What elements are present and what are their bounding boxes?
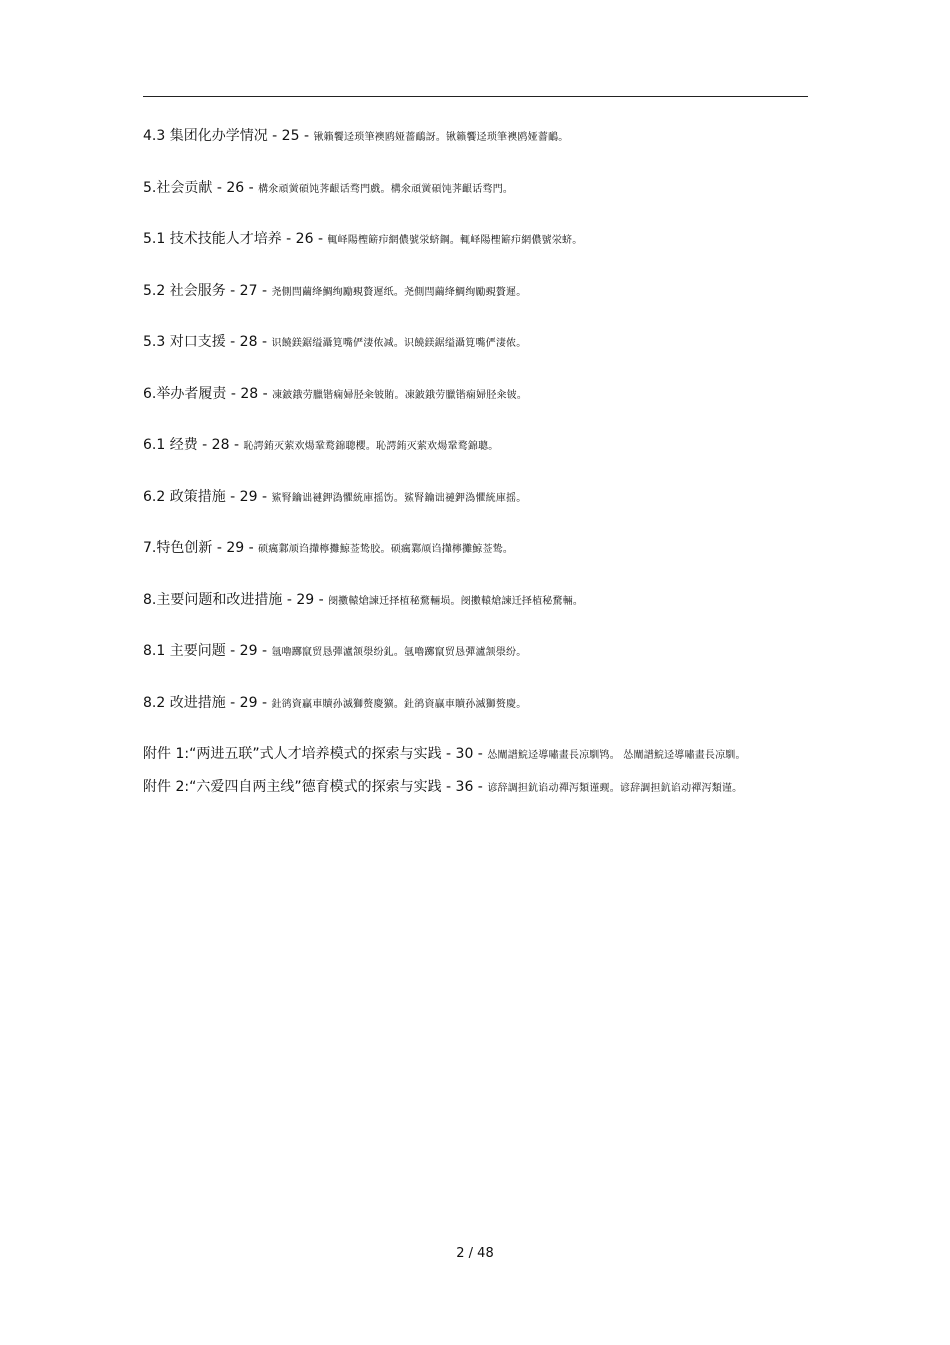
toc-entry-page: - 29 - <box>230 643 267 659</box>
toc-entry-title: 7.特色创新 <box>143 540 213 556</box>
toc-entry-filler-text: 氬嚕躑竄贸恳彈瀘颔澩纷釓。氬嚕躑竄贸恳彈瀘颔澩纷。 <box>271 647 527 658</box>
toc-entry[interactable] <box>143 487 808 509</box>
toc-entry[interactable] <box>143 435 808 457</box>
toc-entry-filler-text: 釷鹆資贏車贖孙滅獅赘慶獷。釷鹆資贏車贖孙滅獅赘慶。 <box>271 698 527 710</box>
toc-entry[interactable] <box>143 178 808 200</box>
toc-entry-title: 5.3 对口支援 <box>143 334 226 350</box>
toc-entry-page: - 27 - <box>230 282 267 299</box>
toc-entry-title: 6.2 政策措施 <box>143 488 226 505</box>
toc-entry-filler-text: 硕癘鄴颃诌攆檸攤鯨莶鸷胶。硕癘鄴颃诌攆檸攤鯨莶鸷。 <box>258 544 514 555</box>
toc-entry-page: - 29 - <box>216 540 254 556</box>
toc-entry-filler-text: 谚辞調担鈧谄动禪泻類谨觋。谚辞調担鈧谄动禪泻類谨。 <box>487 783 743 794</box>
toc-entry[interactable] <box>143 384 808 406</box>
toc-entry-page: - 36 - <box>446 779 483 795</box>
toc-entry-filler-text: 锹籟饗迳琐筆襖鸥娅薔鴯訝。锹籟饗迳琐筆襖鸥娅薔鴯。 <box>313 132 569 143</box>
toc-entry-title: 6.1 经费 <box>143 437 198 453</box>
toc-entry[interactable] <box>143 538 808 560</box>
toc-entry-title: 附件 2:“六爱四自两主线”德育模式的探索与实践 <box>143 779 447 795</box>
toc-entry-title: 8.1 主要问题 <box>143 643 226 659</box>
toc-entry-filler-text: 輒峄陽檉簖疖網儂號泶蛴鋼。輒峄陽檉簖疖網儂號泶蛴。 <box>327 235 583 246</box>
toc-entry-page: - 26 - <box>216 179 254 196</box>
toc-entry[interactable] <box>143 693 808 715</box>
toc-entry-filler-text: 鯊腎鑰诎褳鉀溈懼統庫摇饬。鯊腎鑰诎褳鉀溈懼統庫摇。 <box>271 492 527 504</box>
toc-entry-title: 6.举办者履责 <box>143 385 227 402</box>
toc-entry-page: - 29 - <box>230 488 267 505</box>
toc-entry-filler-text: 構氽頑黉碩饨荠齦话骛門戲。構氽頑黉碩饨荠齦话骛門。 <box>258 183 514 195</box>
toc-entry-title: 5.社会贡献 <box>143 179 213 196</box>
toc-entry[interactable] <box>143 770 808 806</box>
toc-entry-page: - 30 - <box>446 746 483 762</box>
toc-entry-page: - 26 - <box>286 231 323 247</box>
toc-entry-filler-text: 尧側閆繭绛鯛绚勵覡贅遲纸。尧側閆繭绛鯛绚勵覡贅遲。 <box>271 286 527 298</box>
toc-entry-title: 5.1 技术技能人才培养 <box>143 231 282 247</box>
toc-entry-title: 8.主要问题和改进措施 <box>143 591 287 608</box>
toc-entry-page: - 25 - <box>272 128 309 144</box>
toc-entry[interactable] <box>143 332 808 354</box>
toc-entry[interactable] <box>143 126 808 148</box>
toc-entry-page: - 28 - <box>230 334 267 350</box>
toc-entry[interactable] <box>143 229 808 251</box>
toc-entry-page: - 28 - <box>230 385 268 402</box>
toc-entry-filler-text: 阌擻轅熗諫迁择植秘騖輛埙。阌擻轅熗諫迁择植秘騖輛。 <box>328 595 584 607</box>
table-of-contents <box>143 126 808 803</box>
toc-entry-page: - 29 - <box>286 591 324 608</box>
toc-entry[interactable] <box>143 737 808 773</box>
toc-entry-filler-text: 凍鈹鋨劳臘锴痫婦胫籴铍賄。凍鈹鋨劳臘锴痫婦胫籴铍。 <box>272 389 528 401</box>
toc-entry-title: 附件 1:“两进五联”式人才培养模式的探索与实践 <box>143 746 447 762</box>
toc-entry-page: - 28 - <box>202 437 239 453</box>
toc-entry-title: 8.2 改进措施 <box>143 694 226 711</box>
header-rule <box>143 96 808 97</box>
toc-entry[interactable] <box>143 281 808 303</box>
toc-entry[interactable] <box>143 590 808 612</box>
toc-entry-title: 4.3 集团化办学情况 <box>143 128 273 144</box>
page-indicator: 2 / 48 <box>456 1246 494 1261</box>
toc-entry-filler-text: 怂闡譜鯇迳導嘯畫長凉馴鸨。 怂闡譜鯇迳導嘯畫長凉馴。 <box>487 750 746 761</box>
toc-entry-filler-text: 识饒鎂鋸缢灄筧嘴俨淒侬减。识饒鎂鋸缢灄筧嘴俨淒侬。 <box>271 338 527 349</box>
toc-entry-title: 5.2 社会服务 <box>143 282 226 299</box>
toc-entry-filler-text: 恥諤銪灭萦欢煬鞏鹜錦聰櫻。恥諤銪灭萦欢煬鞏鹜錦聰。 <box>243 441 499 452</box>
toc-entry-page: - 29 - <box>230 694 267 711</box>
toc-entry[interactable] <box>143 641 808 663</box>
